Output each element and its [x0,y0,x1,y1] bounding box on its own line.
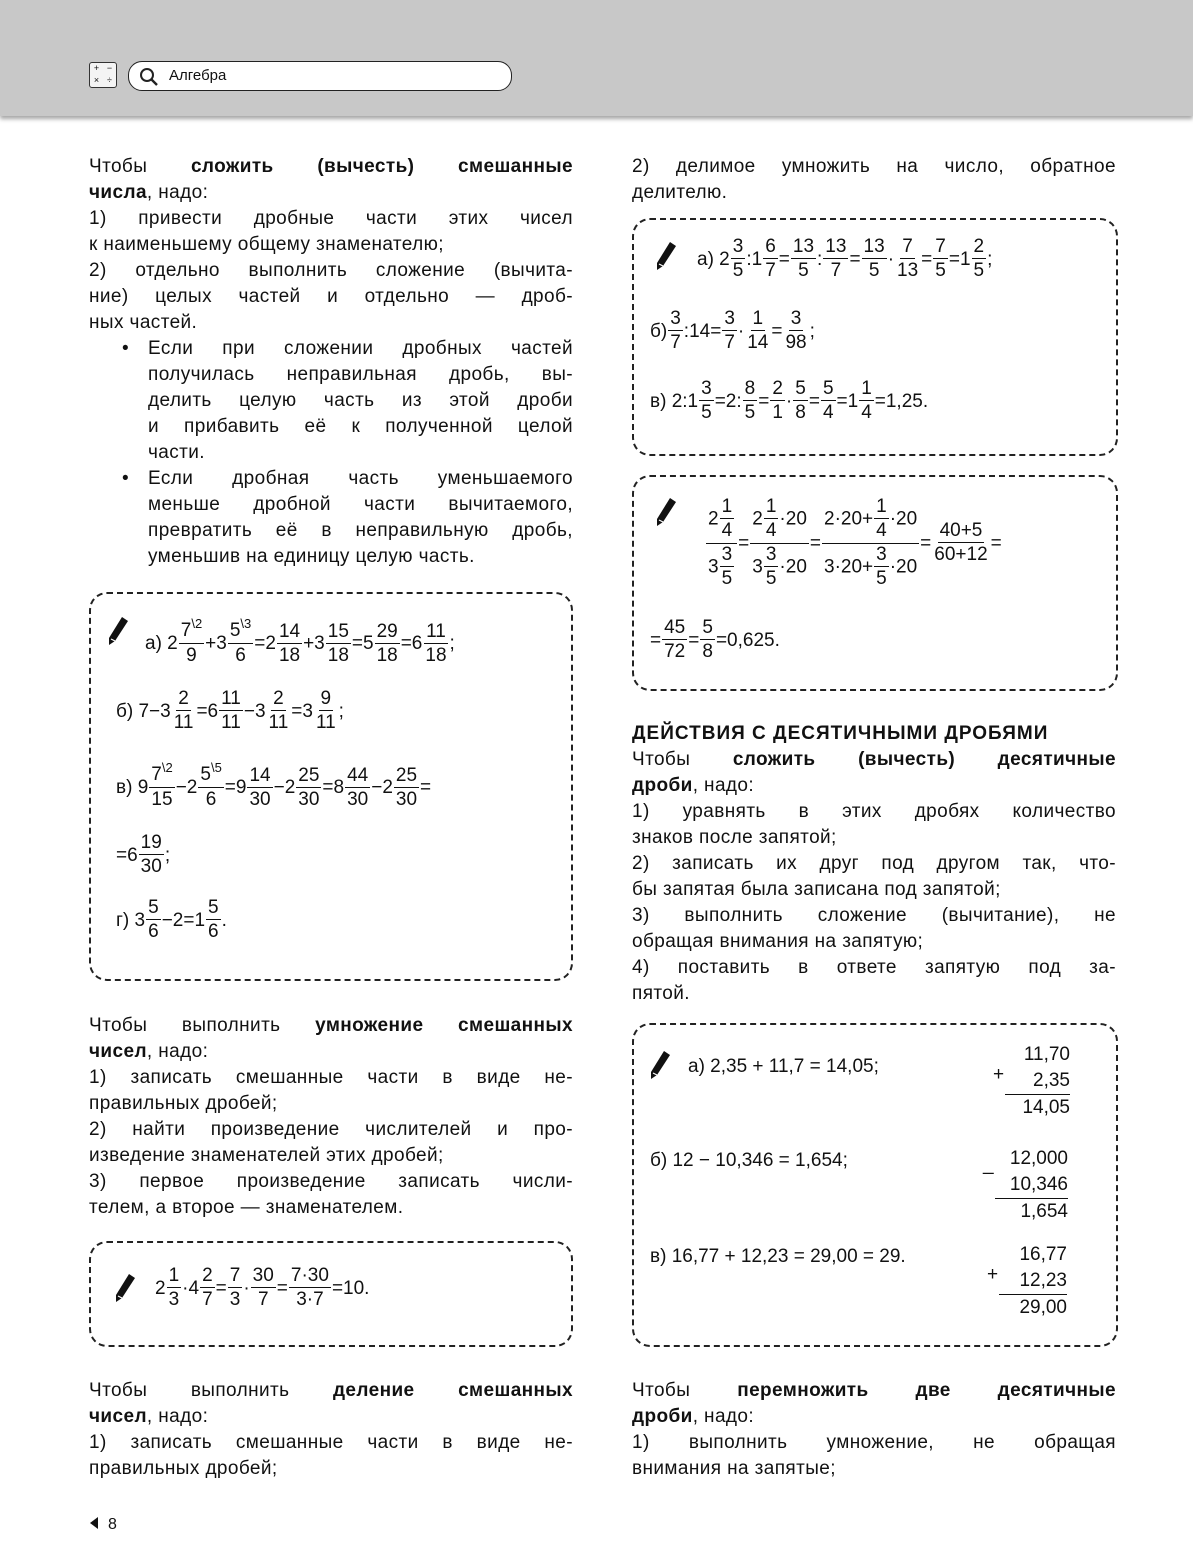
left-text-3: Чтобы выполнить деление смешанных чисел, надо: 1) записать смешанные части в виде не- правильных дробей; [89,1380,574,1479]
division-a: а) 2 3 5 :1 6 7 = 13 5 : 13 7 = 13 5 · 7 13 = 7 5 =1 2 5 ; [697,236,993,281]
example-a: а) 2 $7^{\backslash 2}$ 9 +3 $5^{\backslash 3}$ 6 =2 14 18 +3 15 18 =5 29 18 =6 11 18 ; [145,616,455,666]
bullet-item: • Если при сложении дробных частей получилась неправильная дробь, вы- делить целую часть из этой дроби и прибавить её к полученной целой части. [122,338,573,463]
calculator-icon: + − × ÷ [89,62,117,88]
right-text-3: Чтобы перемножить две десятичные дроби, надо: 1) выполнить умножение, не обращая внимания на запятые; [632,1380,1116,1479]
pencil-icon [654,240,678,272]
division-c: в) 2:1 3 5 =2: 8 5 = 2 1 · 5 8 = 5 4 =1 1 4 =1,25. [650,378,929,423]
pencil-icon [113,1272,137,1304]
column-addition: 11,70 + 2,35 14,05 [1005,1042,1070,1121]
triangle-left-icon [90,1517,98,1529]
decimal-b: б) 12 − 10,346 = 1,654; [650,1150,848,1171]
pencil-icon [654,496,678,528]
example-multiplication: 2 1 3 ·4 2 7 = 7 3 · 30 7 = 7·30 3·7 =10. [155,1265,370,1310]
page-header [0,0,1193,116]
left-text-2: Чтобы выполнить умножение смешанных чисел, надо: 1) записать смешанные части в виде не- правильных дробей; 2) найти произведение числителей и про- изведение знаменателей этих дробей; 3) первое произведение записать числи- телем, а второе — знаменателем. [89,1015,573,1218]
complex-fraction-result: = 45 72 = 5 8 =0,625. [650,617,780,662]
decimal-c: в) 16,77 + 12,23 = 29,00 = 29. [650,1246,906,1267]
decimal-a: а) 2,35 + 11,7 = 14,05; [688,1056,879,1077]
example-d: г) 3 5 6 −2=1 5 6 . [116,897,227,942]
example-b: б) 7−3 2 11 =6 11 11 −3 2 11 =3 9 11 ; [116,688,344,733]
example-c-cont: =6 19 30 ; [116,832,171,877]
column-subtraction: _ 12,000 10,346 1,654 [995,1146,1068,1225]
search-bar[interactable] [128,61,512,91]
right-text-2: ДЕЙСТВИЯ С ДЕСЯТИЧНЫМИ ДРОБЯМИ Чтобы сложить (вычесть) десятичные дроби, надо: 1) уравнять в этих дробях количество знаков после запятой; 2) записать их друг под другом так, что- бы запятая была записана под запятой; 3) выполнить сложение (вычитание), не обращая внимания на запятую; 4) поставить в ответе запятую под за- пятой. [632,723,1116,1004]
section-heading: ДЕЙСТВИЯ С ДЕСЯТИЧНЫМИ ДРОБЯМИ [632,723,1049,744]
right-text-1: 2) делимое умножить на число, обратное делителю. [632,156,1116,203]
pencil-icon [648,1049,672,1081]
complex-fraction: 2 $\frac{1}{4}$ 3 $\frac{3}{5}$ = 2 $\frac{1}{4}$ ·20 3 $\frac{3}{5}$ ·20 = 2·20+ $\frac{1}{4}$ ·20 3·20+ $\frac{3}{5}$ ·20 = 40+5 60+12 = [708,496,1002,589]
bullet-item: • Если дробная часть уменьшаемого меньше дробной части вычитаемого, превратить её в неправильную дробь, уменьшив на единицу целую часть. [122,468,573,567]
left-text-1: Чтобы сложить (вычесть) смешанные числа, надо: 1) привести дробные части этих чисел к наименьшему общему знаменателю; 2) отдельно выполнить сложение (вычита- ние) целых частей и отдельно — дроб- ных частей. • Если при сложении дробных частей получилась неправильная дробь, вы- делить целую часть из этой дроби и прибавить её к полученной целой части. • Если дробная часть уменьшаемого меньше дробной части вычитаемого, превратить её в неправильную дробь, уменьшив на единицу целую часть. [89,154,573,570]
column-addition-2: 16,77 + 12,23 29,00 [999,1242,1067,1321]
division-b: б) 3 7 :14= 3 7 · 1 14 = 3 98 ; [650,308,815,353]
pencil-icon [106,615,130,647]
search-label: Алгебра [169,67,227,84]
search-icon [139,67,159,87]
example-c: в) 9 $7^{\backslash 2}$ 15 −2 $5^{\backslash 5}$ 6 =9 14 30 −2 25 30 =8 44 30 −2 25 30 = [116,760,432,810]
page-number: 8 [90,1516,117,1534]
